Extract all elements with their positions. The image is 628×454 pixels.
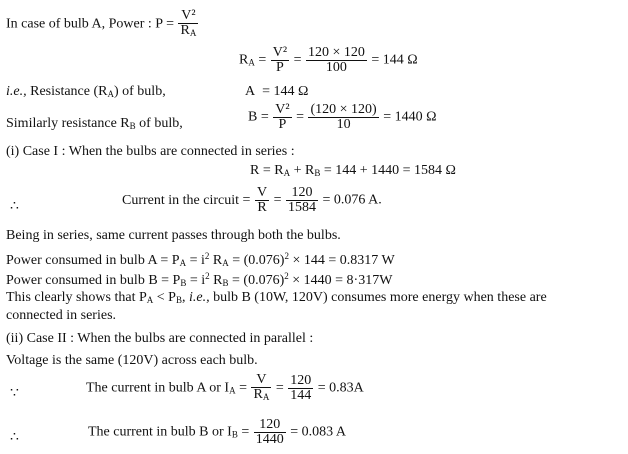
series-resistance: $R = R_A + R_B = 144 + 1440 = 1584$ Ω	[250, 163, 456, 178]
power-formula-line: In case of bulb A, Power : P = $\frac{\text{V²}}{R_A}$	[6, 8, 197, 38]
current-bulb-b: The current in bulb B or $I_B$ = $\frac{120}{1440}$ = 0.083 A	[88, 417, 347, 447]
resistance-b-calc: B = $\frac{\text{V²}}{P}$ = $\frac{(120 \times 120)}{10}$ = 1440 Ω	[248, 102, 437, 132]
comparison-line-cont: connected in series.	[6, 308, 117, 323]
power-bulb-a: Power consumed in bulb $A = P_A = i^2$ $R_A = (0.076)^2 \times 144 = 0.8317$ W	[6, 251, 395, 268]
parallel-voltage-note: Voltage is the same (120V) across each bulb.	[6, 353, 258, 368]
therefore-symbol-2: ∴	[10, 430, 19, 445]
series-current-note: Being in series, same current passes through both the bulbs.	[6, 228, 341, 243]
power-fraction: $\frac{\text{V²}}{R_A}$	[180, 8, 197, 38]
therefore-symbol: ∴	[10, 199, 19, 214]
resistance-a-value: A = 144 Ω	[245, 84, 309, 99]
resistance-a-calc: $R_A$ = $\frac{\text{V²}}{P}$ = $\frac{120 \times 120}{100}$ = 144 Ω	[239, 45, 418, 75]
current-bulb-a: The current in bulb A or $I_A$ = $\frac{V}{R_A}$ = $\frac{120}{144}$ = 0.83A	[86, 372, 364, 403]
because-symbol: ∵	[10, 386, 19, 401]
case-one-heading: (i) Case I : When the bulbs are connected in series :	[6, 144, 295, 159]
series-current: Current in the circuit = $\frac{V}{R}$ = $\frac{120}{1584}$ = 0.076 A.	[122, 185, 382, 215]
resistance-b-line: Similarly resistance $R_B$ of bulb,	[6, 116, 183, 131]
power-bulb-b: Power consumed in bulb $B = P_B = i^2$ $R_B = (0.076)^2 \times 1440 = 8\cdot 317W$	[6, 271, 393, 288]
comparison-line: This clearly shows that $P_A < P_B$, i.e., bulb B (10W, 120V) consumes more energy when these are	[6, 290, 547, 305]
resistance-a-line: i.e., Resistance $(R_A)$ of bulb,	[6, 84, 166, 99]
case-two-heading: (ii) Case II : When the bulbs are connected in parallel :	[6, 331, 314, 346]
